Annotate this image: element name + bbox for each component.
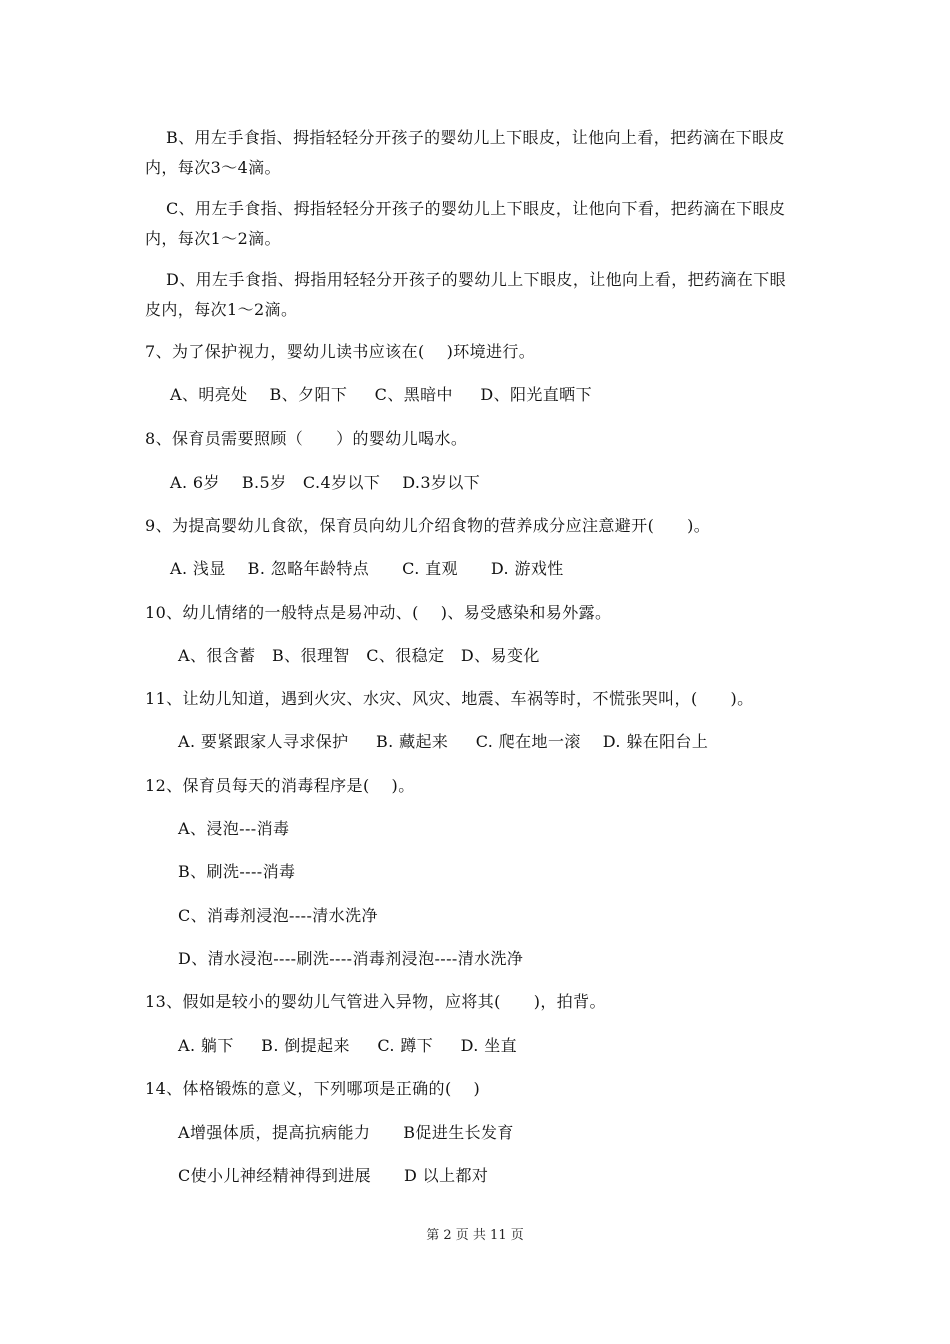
question-11-options: A. 要紧跟家人寻求保护 B. 藏起来 C. 爬在地一滚 D. 躲在阳台上: [178, 732, 709, 751]
option-c-line-1: C、用左手食指、拇指轻轻分开孩子的婴幼儿上下眼皮，让他向下看，把药滴在下眼皮: [166, 199, 786, 218]
option-d-line-2: 皮内，每次1～2滴。: [145, 300, 298, 319]
question-10: 10、幼儿情绪的一般特点是易冲动、( )、易受感染和易外露。: [145, 603, 612, 622]
question-9-options: A. 浅显 B. 忽略年龄特点 C. 直观 D. 游戏性: [170, 559, 564, 578]
question-11: 11、让幼儿知道，遇到火灾、水灾、风灾、地震、车祸等时，不慌张哭叫，( )。: [145, 689, 754, 708]
question-12-option-d: D、清水浸泡----刷洗----消毒剂浸泡----清水洗净: [178, 949, 524, 968]
question-12-option-a: A、浸泡---消毒: [178, 819, 290, 838]
option-b-line-1: B、用左手食指、拇指轻轻分开孩子的婴幼儿上下眼皮，让他向上看，把药滴在下眼皮: [166, 128, 785, 147]
question-7: 7、为了保护视力，婴幼儿读书应该在( )环境进行。: [145, 342, 536, 361]
option-c-line-2: 内，每次1～2滴。: [145, 229, 281, 248]
question-14: 14、体格锻炼的意义，下列哪项是正确的( ): [145, 1079, 481, 1098]
option-b-line-2: 内，每次3～4滴。: [145, 158, 281, 177]
question-12-option-b: B、刷洗----消毒: [178, 862, 296, 881]
question-13: 13、假如是较小的婴幼儿气管进入异物，应将其( )，拍背。: [145, 992, 606, 1011]
question-10-options: A、很含蓄 B、很理智 C、很稳定 D、易变化: [178, 646, 540, 665]
page-number-footer: 第 2 页 共 11 页: [426, 1228, 524, 1243]
question-8-options: A. 6岁 B.5岁 C.4岁以下 D.3岁以下: [170, 473, 481, 492]
question-12: 12、保育员每天的消毒程序是( )。: [145, 776, 415, 795]
question-14-options-row-1: A增强体质，提高抗病能力 B促进生长发育: [178, 1123, 514, 1142]
question-8: 8、保育员需要照顾（ ）的婴幼儿喝水。: [145, 429, 468, 448]
question-12-option-c: C、消毒剂浸泡----清水洗净: [178, 906, 378, 925]
question-13-options: A. 躺下 B. 倒提起来 C. 蹲下 D. 坐直: [178, 1036, 518, 1055]
option-d-line-1: D、用左手食指、拇指用轻轻分开孩子的婴幼儿上下眼皮，让他向上看，把药滴在下眼: [166, 270, 787, 289]
question-14-options-row-2: C使小儿神经精神得到进展 D 以上都对: [178, 1166, 489, 1185]
question-9: 9、为提高婴幼儿食欲，保育员向幼儿介绍食物的营养成分应注意避开( )。: [145, 516, 711, 535]
question-7-options: A、明亮处 B、夕阳下 C、黑暗中 D、阳光直晒下: [170, 385, 592, 404]
